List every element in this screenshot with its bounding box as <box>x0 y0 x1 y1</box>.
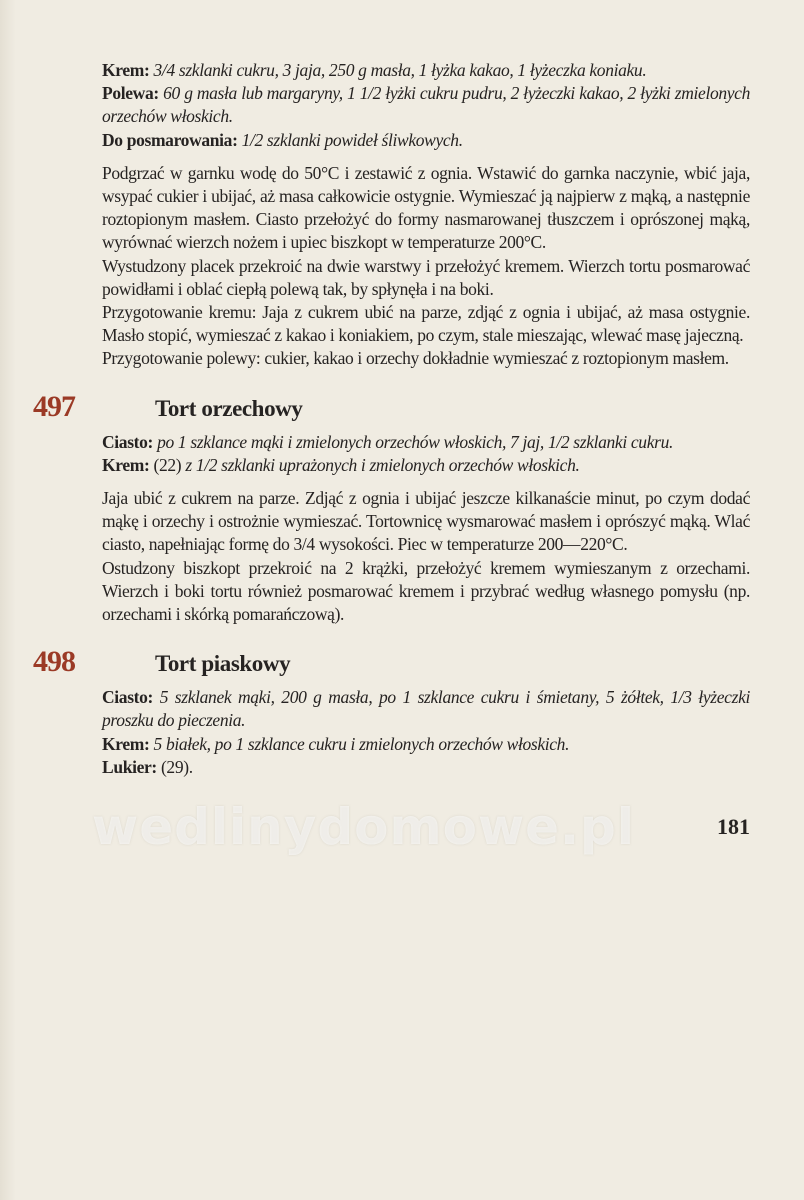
ingredient-text: 5 szklanek mąki, 200 g masła, po 1 szklance cukru i śmietany, 5 żółtek, 1/3 łyżeczki proszku do pieczenia. <box>102 687 750 731</box>
cross-reference: (22) <box>153 454 182 475</box>
label: Krem: <box>102 60 150 80</box>
recipe-heading-498 <box>33 644 753 680</box>
label: Ciasto: <box>102 431 154 452</box>
label: Lukier: <box>102 756 157 777</box>
watermark: wedlinydomowe.pl <box>92 798 635 857</box>
label: Do posmarowania: <box>102 129 238 150</box>
recipe-title: Tort orzechowy <box>155 395 303 421</box>
recipe-heading-497 <box>33 389 753 425</box>
ingredient-text: po 1 szklance mąki i zmielonych orzechów włoskich, 7 jaj, 1/2 szklanki cukru. <box>157 431 674 452</box>
ingredient-krem <box>102 733 750 756</box>
recipe-number: 498 <box>33 645 75 679</box>
ingredient-lukier <box>102 756 750 779</box>
recipe-498-body <box>102 686 750 779</box>
intro-section <box>102 59 750 371</box>
ingredient-text: 5 białek, po 1 szklance cukru i zmielonych orzechów włoskich. <box>153 733 570 754</box>
ingredient-krem <box>102 59 750 82</box>
ingredient-posmarowanie <box>102 129 750 152</box>
ingredient-text: 3/4 szklanki cukru, 3 jaja, 250 g masła, 1 łyżka kakao, 1 łyżeczka koniaku. <box>153 60 647 80</box>
instruction-paragraph: Ostudzony biszkopt przekroić na 2 krążki, przełożyć kremem wymieszanym z orzechami. Wierzch i boki tortu również posmarować kremem i przybrać według własnego pomysłu (np. orzechami i skórką pomarańczową). <box>102 557 750 625</box>
instruction-paragraph: Wystudzony placek przekroić na dwie warstwy i przełożyć kremem. Wierzch tortu posmarować powidłami i oblać ciepłą polewą tak, by spłynęła i na boki. <box>102 255 750 299</box>
ingredient-ciasto <box>102 431 750 454</box>
instruction-paragraph: Podgrzać w garnku wodę do 50°C i zestawić z ognia. Wstawić do garnka naczynie, wbić jaja, wsypać cukier i ubijać, aż masa całkowicie ostygnie. Wymieszać ją najpierw z mąką, a następnie roztopionym masłem. Ciasto przełożyć do formy nasmarowanej tłuszczem i oprószonej mąką, wyrównać wierzch nożem i upiec biszkopt w temperaturze 200°C. <box>102 162 750 253</box>
ingredient-text: z 1/2 szklanki uprażonych i zmielonych orzechów włoskich. <box>185 454 580 475</box>
instruction-paragraph: Przygotowanie polewy: cukier, kakao i orzechy dokładnie wymieszać z roztopionym masłem. <box>102 348 729 369</box>
cross-reference: (29). <box>160 756 193 777</box>
label: Krem: <box>102 733 150 754</box>
page-number: 181 <box>717 814 750 840</box>
label: Polewa: <box>102 83 159 104</box>
label: Ciasto: <box>102 687 154 708</box>
ingredient-ciasto <box>102 686 750 732</box>
recipe-number: 497 <box>33 389 75 423</box>
recipe-497-body <box>102 431 750 627</box>
recipe-title: Tort piaskowy <box>155 651 291 677</box>
ingredient-polewa <box>102 82 750 128</box>
ingredient-krem <box>102 454 750 477</box>
ingredient-text: 1/2 szklanki powideł śliwkowych. <box>241 129 463 150</box>
ingredient-text: 60 g masła lub margaryny, 1 1/2 łyżki cukru pudru, 2 łyżeczki kakao, 2 łyżki zmielonych orzechów włoskich. <box>102 83 751 127</box>
page-footer <box>92 797 750 857</box>
instruction-paragraph: Przygotowanie kremu: Jaja z cukrem ubić na parze, zdjąć z ognia i ubijać, aż masa ostygnie. Masło stopić, wymieszać z kakao i koniakiem, po czym, stale mieszając, wlewać masę jajeczną. <box>102 302 750 346</box>
label: Krem: <box>102 454 150 475</box>
instruction-paragraph: Jaja ubić z cukrem na parze. Zdjąć z ognia i ubijać jeszcze kilkanaście minut, po czym dodać mąkę i orzechy i ostrożnie wymieszać. Tortownicę wysmarować masłem i oprószyć mąką. Wlać ciasto, napełniając formę do 3/4 wysokości. Piec w temperaturze 200—220°C. <box>102 488 750 555</box>
